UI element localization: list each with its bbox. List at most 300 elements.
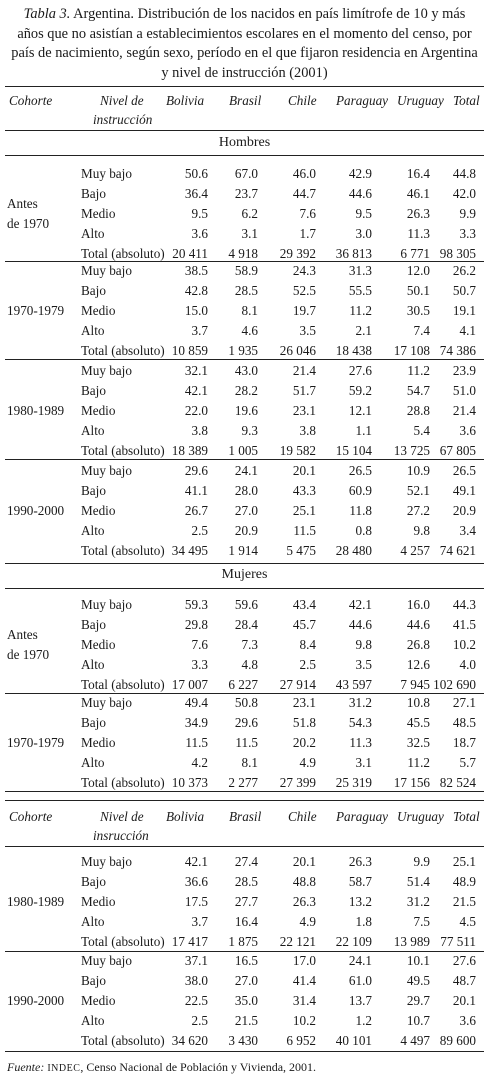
table-cell: 8.1 xyxy=(241,755,258,770)
table-cell: 44.6 xyxy=(348,617,372,632)
table-cell: 89 600 xyxy=(439,1033,476,1048)
top-rule-2 xyxy=(5,800,484,801)
table-caption xyxy=(0,5,489,83)
table-cell: 22 121 xyxy=(279,934,316,949)
table-row xyxy=(0,164,489,184)
table-row xyxy=(0,401,489,421)
table-cell: 11.2 xyxy=(349,303,372,318)
table-cell: 3.8 xyxy=(299,423,316,438)
table-cell: 48.8 xyxy=(292,874,316,889)
table-cell: 25 319 xyxy=(335,775,372,790)
table-cell: 38.0 xyxy=(184,973,208,988)
table-cell: 74 386 xyxy=(439,343,476,358)
table-cell: 55.5 xyxy=(348,283,372,298)
header-col-4: Uruguay xyxy=(397,93,444,108)
table-row xyxy=(0,713,489,733)
level-label: Alto xyxy=(81,226,105,241)
table-cell: 11.5 xyxy=(235,735,258,750)
level-label: Total (absoluto) xyxy=(81,246,165,261)
table-cell: 1.2 xyxy=(355,1013,372,1028)
table-cell: 19.7 xyxy=(292,303,316,318)
section-hombres: Hombres xyxy=(218,135,271,150)
table-row xyxy=(0,892,489,912)
table-cell: 11.3 xyxy=(407,226,430,241)
table-row xyxy=(0,912,489,932)
table-cell: 42.1 xyxy=(348,597,372,612)
level-label: Muy bajo xyxy=(81,953,132,968)
table-cell: 51.0 xyxy=(452,383,476,398)
table-row xyxy=(0,281,489,301)
table-cell: 20.1 xyxy=(292,854,316,869)
table-cell: 19.6 xyxy=(234,403,258,418)
table-cell: 20.1 xyxy=(292,463,316,478)
table-cell: 41.4 xyxy=(292,973,316,988)
table-cell: 26.2 xyxy=(452,263,476,278)
table-cell: 58.7 xyxy=(348,874,372,889)
table-cell: 28.2 xyxy=(234,383,258,398)
table-cell: 22.0 xyxy=(184,403,208,418)
table-cell: 27.4 xyxy=(234,854,258,869)
bottom-rule-2 xyxy=(5,1051,484,1052)
table-cell: 28.4 xyxy=(234,617,258,632)
table-cell: 50.8 xyxy=(234,695,258,710)
table-cell: 31.3 xyxy=(348,263,372,278)
table-cell: 27.0 xyxy=(234,503,258,518)
table-cell: 31.4 xyxy=(292,993,316,1008)
table-cell: 45.5 xyxy=(406,715,430,730)
level-label: Muy bajo xyxy=(81,363,132,378)
table-cell: 3.1 xyxy=(355,755,372,770)
source-note xyxy=(7,1059,316,1077)
table-cell: 42.9 xyxy=(348,166,372,181)
level-label: Total (absoluto) xyxy=(81,677,165,692)
table-cell: 38.5 xyxy=(184,263,208,278)
table-cell: 25.1 xyxy=(452,854,476,869)
table-cell: 4.0 xyxy=(459,657,476,672)
cohort-label: 1970-1979 xyxy=(7,303,65,318)
header-rule-2 xyxy=(5,846,484,847)
table-cell: 23.9 xyxy=(452,363,476,378)
table-cell: 16.0 xyxy=(406,597,430,612)
table-cell: 26.3 xyxy=(348,854,372,869)
table-cell: 48.7 xyxy=(452,973,476,988)
table-cell: 52.5 xyxy=(292,283,316,298)
table-cell: 9.5 xyxy=(355,206,372,221)
table-row xyxy=(0,655,489,675)
table-cell: 31.2 xyxy=(406,894,430,909)
table-cell: 10 859 xyxy=(171,343,208,358)
table-cell: 35.0 xyxy=(234,993,258,1008)
table-row xyxy=(0,773,489,793)
table-row xyxy=(0,675,489,695)
table-cell: 7.6 xyxy=(191,637,208,652)
caption-line-2: años que no asistían a establecimientos escolares en el momento del censo, por xyxy=(17,25,472,42)
table-cell: 3.0 xyxy=(355,226,372,241)
header-col-0: Bolivia xyxy=(166,809,205,824)
table-cell: 43.4 xyxy=(292,597,316,612)
table-cell: 24.1 xyxy=(348,953,372,968)
level-label: Medio xyxy=(81,303,116,318)
table-row xyxy=(0,501,489,521)
group-rule xyxy=(5,563,484,564)
table-cell: 5.4 xyxy=(413,423,430,438)
table-cell: 29.8 xyxy=(184,617,208,632)
table-cell: 74 621 xyxy=(439,543,476,558)
table-cell: 50.1 xyxy=(406,283,430,298)
table-cell: 6.2 xyxy=(241,206,258,221)
table-cell: 44.6 xyxy=(406,617,430,632)
table-cell: 27 914 xyxy=(279,677,316,692)
table-cell: 98 305 xyxy=(439,246,476,261)
level-label: Medio xyxy=(81,993,116,1008)
table-row xyxy=(0,224,489,244)
table-cell: 50.6 xyxy=(184,166,208,181)
table-row xyxy=(0,951,489,971)
table-cell: 24.3 xyxy=(292,263,316,278)
header-nivel: Nivel de xyxy=(100,809,144,824)
cohort-label: 1980-1989 xyxy=(7,403,65,418)
cohort-label: 1990-2000 xyxy=(7,993,65,1008)
table-cell: 46.0 xyxy=(292,166,316,181)
table-row xyxy=(0,461,489,481)
level-label: Muy bajo xyxy=(81,597,132,612)
level-label: Total (absoluto) xyxy=(81,343,165,358)
table-cell: 42.1 xyxy=(184,854,208,869)
level-label: Alto xyxy=(81,323,105,338)
table-row xyxy=(0,615,489,635)
cohort-label: Antes xyxy=(7,627,38,642)
table-cell: 43.3 xyxy=(292,483,316,498)
table-cell: 4.9 xyxy=(299,755,316,770)
table-cell: 29 392 xyxy=(279,246,316,261)
table-cell: 26.3 xyxy=(406,206,430,221)
table-cell: 23.7 xyxy=(234,186,258,201)
table-cell: 102 690 xyxy=(433,677,476,692)
table-cell: 34 495 xyxy=(171,543,208,558)
table-cell: 9.8 xyxy=(413,523,430,538)
table-row xyxy=(0,381,489,401)
table-cell: 3.5 xyxy=(355,657,372,672)
table-cell: 42.1 xyxy=(184,383,208,398)
table-cell: 46.1 xyxy=(406,186,430,201)
table-cell: 50.7 xyxy=(452,283,476,298)
level-label: Medio xyxy=(81,206,116,221)
source-label: Fuente: xyxy=(7,1060,45,1074)
source-org: INDEC xyxy=(47,1063,81,1074)
table-row xyxy=(0,481,489,501)
table-cell: 17 007 xyxy=(171,677,208,692)
table-row xyxy=(0,184,489,204)
table-row xyxy=(0,441,489,461)
table-cell: 9.5 xyxy=(191,206,208,221)
table-cell: 3.8 xyxy=(191,423,208,438)
table-cell: 59.6 xyxy=(234,597,258,612)
table-row xyxy=(0,733,489,753)
table-cell: 34 620 xyxy=(171,1033,208,1048)
table-cell: 28 480 xyxy=(335,543,372,558)
table-cell: 30.5 xyxy=(406,303,430,318)
table-cell: 3.6 xyxy=(191,226,208,241)
table-cell: 7 945 xyxy=(400,677,430,692)
header-rule xyxy=(5,130,484,131)
table-cell: 3.3 xyxy=(191,657,208,672)
top-rule xyxy=(5,86,484,87)
level-label: Total (absoluto) xyxy=(81,543,165,558)
table-cell: 0.8 xyxy=(355,523,372,538)
level-label: Medio xyxy=(81,894,116,909)
table-cell: 15 104 xyxy=(335,443,372,458)
header-col-2: Chile xyxy=(288,93,317,108)
header-col-0: Bolivia xyxy=(166,93,205,108)
level-label: Total (absoluto) xyxy=(81,443,165,458)
table-cell: 22.5 xyxy=(184,993,208,1008)
table-cell: 23.1 xyxy=(292,695,316,710)
table-cell: 28.5 xyxy=(234,283,258,298)
table-cell: 49.5 xyxy=(406,973,430,988)
table-cell: 2.5 xyxy=(191,523,208,538)
table-cell: 44.8 xyxy=(452,166,476,181)
table-row xyxy=(0,421,489,441)
level-label: Alto xyxy=(81,914,105,929)
table-cell: 5 475 xyxy=(286,543,316,558)
table-cell: 12.1 xyxy=(348,403,372,418)
table-cell: 6 227 xyxy=(228,677,258,692)
table-cell: 2.5 xyxy=(191,1013,208,1028)
table-cell: 1 935 xyxy=(228,343,258,358)
table-cell: 11.2 xyxy=(407,363,430,378)
table-cell: 27.1 xyxy=(452,695,476,710)
table-cell: 10.7 xyxy=(406,1013,430,1028)
level-label: Bajo xyxy=(81,383,106,398)
table-row xyxy=(0,541,489,561)
table-cell: 6 952 xyxy=(286,1033,316,1048)
caption-line-4: y nivel de instrucción (2001) xyxy=(161,64,328,81)
level-label: Alto xyxy=(81,1013,105,1028)
table-cell: 7.4 xyxy=(413,323,430,338)
table-cell: 3.1 xyxy=(241,226,258,241)
table-cell: 51.8 xyxy=(292,715,316,730)
level-label: Bajo xyxy=(81,715,106,730)
table-cell: 9.9 xyxy=(459,206,476,221)
table-cell: 3.5 xyxy=(299,323,316,338)
table-cell: 17 156 xyxy=(393,775,430,790)
table-cell: 21.5 xyxy=(452,894,476,909)
table-cell: 27.6 xyxy=(452,953,476,968)
table-cell: 44.3 xyxy=(452,597,476,612)
table-cell: 4.2 xyxy=(191,755,208,770)
level-label: Bajo xyxy=(81,617,106,632)
table-cell: 59.2 xyxy=(348,383,372,398)
table-row xyxy=(0,361,489,381)
table-cell: 31.2 xyxy=(348,695,372,710)
table-cell: 17 417 xyxy=(171,934,208,949)
table-cell: 36 813 xyxy=(335,246,372,261)
table-cell: 32.1 xyxy=(184,363,208,378)
cohort-label: Antes xyxy=(7,196,38,211)
table-cell: 27.7 xyxy=(234,894,258,909)
table-cell: 41.5 xyxy=(452,617,476,632)
level-label: Muy bajo xyxy=(81,695,132,710)
header-col-3: Paraguay xyxy=(336,93,389,108)
table-cell: 16.4 xyxy=(406,166,430,181)
table-cell: 18.7 xyxy=(452,735,476,750)
table-cell: 3 430 xyxy=(228,1033,258,1048)
table-cell: 10.2 xyxy=(292,1013,316,1028)
table-cell: 10.8 xyxy=(406,695,430,710)
table-cell: 21.5 xyxy=(234,1013,258,1028)
source-text: , Censo Nacional de Población y Vivienda, 2001. xyxy=(80,1060,317,1074)
table-cell: 11.3 xyxy=(349,735,372,750)
table-cell: 51.4 xyxy=(406,874,430,889)
table-cell: 3.7 xyxy=(191,914,208,929)
table-row xyxy=(0,753,489,773)
table-cell: 1 005 xyxy=(228,443,258,458)
level-label: Alto xyxy=(81,657,105,672)
table-cell: 20.1 xyxy=(452,993,476,1008)
table-cell: 36.6 xyxy=(184,874,208,889)
table-row xyxy=(0,693,489,713)
table-cell: 3.4 xyxy=(459,523,476,538)
table-cell: 26.7 xyxy=(184,503,208,518)
table-cell: 18 389 xyxy=(171,443,208,458)
table-cell: 27.0 xyxy=(234,973,258,988)
table-row xyxy=(0,1031,489,1051)
table-cell: 17.5 xyxy=(184,894,208,909)
table-cell: 45.7 xyxy=(292,617,316,632)
table-cell: 17 108 xyxy=(393,343,430,358)
table-cell: 7.5 xyxy=(413,914,430,929)
table-cell: 5.7 xyxy=(459,755,476,770)
table-cell: 2 277 xyxy=(228,775,258,790)
group-rule xyxy=(5,459,484,460)
table-cell: 37.1 xyxy=(184,953,208,968)
table-cell: 8.4 xyxy=(299,637,316,652)
table-cell: 26.3 xyxy=(292,894,316,909)
table-cell: 11.5 xyxy=(185,735,208,750)
table-cell: 19.1 xyxy=(452,303,476,318)
table-cell: 58.9 xyxy=(234,263,258,278)
table-cell: 26.5 xyxy=(452,463,476,478)
table-cell: 29.6 xyxy=(234,715,258,730)
level-label: Muy bajo xyxy=(81,263,132,278)
level-label: Bajo xyxy=(81,973,106,988)
cohort-label: de 1970 xyxy=(7,216,50,231)
table-cell: 7.6 xyxy=(299,206,316,221)
cohort-label: 1990-2000 xyxy=(7,503,65,518)
table-cell: 4 257 xyxy=(400,543,430,558)
level-label: Alto xyxy=(81,523,105,538)
table-cell: 4.6 xyxy=(241,323,258,338)
table-cell: 12.0 xyxy=(406,263,430,278)
table-cell: 18 438 xyxy=(335,343,372,358)
table-cell: 29.7 xyxy=(406,993,430,1008)
caption-line-1: Argentina. Distribución de los nacidos en país limítrofe de 10 y más xyxy=(73,6,466,22)
table-cell: 77 511 xyxy=(440,934,476,949)
table-cell: 1.1 xyxy=(355,423,372,438)
table-cell: 13.7 xyxy=(348,993,372,1008)
table-cell: 11.2 xyxy=(407,755,430,770)
table-cell: 28.8 xyxy=(406,403,430,418)
table-cell: 4.9 xyxy=(299,914,316,929)
table-cell: 43.0 xyxy=(234,363,258,378)
table-row xyxy=(0,852,489,872)
table-row xyxy=(0,635,489,655)
table-cell: 19 582 xyxy=(279,443,316,458)
table-cell: 51.7 xyxy=(292,383,316,398)
table-cell: 52.1 xyxy=(406,483,430,498)
table-cell: 3.6 xyxy=(459,1013,476,1028)
table-cell: 41.1 xyxy=(184,483,208,498)
table-cell: 29.6 xyxy=(184,463,208,478)
level-label: Medio xyxy=(81,403,116,418)
table-cell: 10 373 xyxy=(171,775,208,790)
table-cell: 21.4 xyxy=(292,363,316,378)
table-cell: 4.5 xyxy=(459,914,476,929)
table-cell: 1.8 xyxy=(355,914,372,929)
level-label: Medio xyxy=(81,637,116,652)
table-cell: 82 524 xyxy=(439,775,476,790)
level-label: Alto xyxy=(81,755,105,770)
header-nivel-2: instrucción xyxy=(93,112,153,127)
table-cell: 1 914 xyxy=(228,543,258,558)
table-cell: 34.9 xyxy=(184,715,208,730)
header-cohorte: Cohorte xyxy=(9,809,53,824)
table-cell: 4.1 xyxy=(459,323,476,338)
header-nivel-2: insrucción xyxy=(93,828,149,843)
cohort-label: 1970-1979 xyxy=(7,735,65,750)
table-cell: 9.9 xyxy=(413,854,430,869)
table-cell: 26.5 xyxy=(348,463,372,478)
table-cell: 16.5 xyxy=(234,953,258,968)
header-nivel: Nivel de xyxy=(100,93,144,108)
table-cell: 4 497 xyxy=(400,1033,430,1048)
table-row xyxy=(0,521,489,541)
table-cell: 10.9 xyxy=(406,463,430,478)
table-cell: 20.2 xyxy=(292,735,316,750)
table-cell: 61.0 xyxy=(348,973,372,988)
cohort-label: de 1970 xyxy=(7,647,50,662)
table-cell: 43 597 xyxy=(335,677,372,692)
level-label: Medio xyxy=(81,735,116,750)
table-cell: 2.5 xyxy=(299,657,316,672)
table-cell: 42.0 xyxy=(452,186,476,201)
table-cell: 28.5 xyxy=(234,874,258,889)
table-cell: 48.5 xyxy=(452,715,476,730)
table-row xyxy=(0,204,489,224)
table-cell: 49.4 xyxy=(184,695,208,710)
level-label: Bajo xyxy=(81,283,106,298)
table-row xyxy=(0,1011,489,1031)
header-col-5: Total xyxy=(453,93,480,108)
level-label: Alto xyxy=(81,423,105,438)
header-col-4: Uruguay xyxy=(397,809,444,824)
level-label: Muy bajo xyxy=(81,463,132,478)
table-cell: 27.6 xyxy=(348,363,372,378)
table-cell: 54.3 xyxy=(348,715,372,730)
table-cell: 8.1 xyxy=(241,303,258,318)
caption-line-3: país de nacimiento, según sexo, período en el que fijaron residencia en Argentina xyxy=(11,45,478,61)
header-col-1: Brasil xyxy=(229,809,262,824)
table-cell: 60.9 xyxy=(348,483,372,498)
section-rule xyxy=(5,588,484,589)
table-cell: 6 771 xyxy=(400,246,430,261)
table-cell: 28.0 xyxy=(234,483,258,498)
level-label: Bajo xyxy=(81,874,106,889)
table-cell: 54.7 xyxy=(406,383,430,398)
bottom-rule xyxy=(5,791,484,792)
level-label: Bajo xyxy=(81,186,106,201)
table-cell: 40 101 xyxy=(335,1033,372,1048)
